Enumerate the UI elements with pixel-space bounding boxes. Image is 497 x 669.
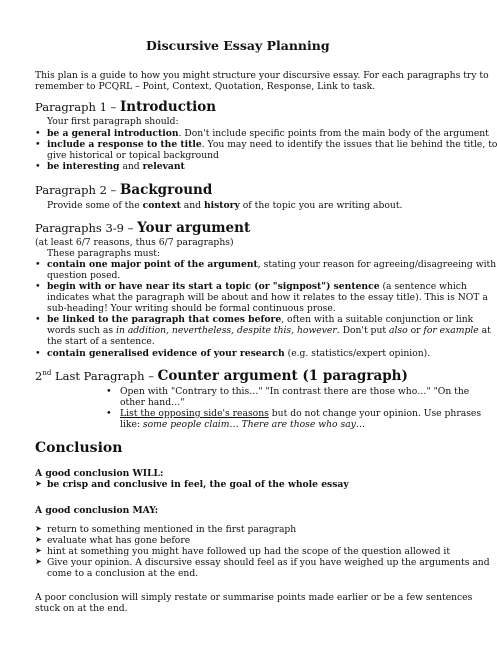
p3-item-2: begin with or have near its start a topic (or "signpost") sentence (a sentence which: [47, 281, 467, 292]
p3-item-3-cont-2: the start of a sentence.: [47, 336, 155, 347]
p4-item-2-cont: like: some people claim… There are those who say…: [120, 419, 366, 430]
p3-item-4: contain generalised evidence of your research (e.g. statistics/expert opinion).: [47, 348, 431, 359]
p3-item-3-cont-1: words such as in addition, nevertheless, despite this, however. Don't put also or for example at: [47, 325, 491, 336]
arrow-icon: ➤: [35, 557, 42, 566]
p1-label: Paragraph 1 –: [35, 100, 120, 114]
p3-sub: (at least 6/7 reasons, thus 6/7 paragraphs): [35, 237, 234, 248]
p3-heading-text: Your argument: [137, 220, 251, 236]
p1-lead: Your first paragraph should:: [47, 116, 179, 127]
p2-label: Paragraph 2 –: [35, 183, 120, 197]
conclusion-will-label: A good conclusion WILL:: [35, 468, 164, 479]
p3-item-1: contain one major point of the argument, stating your reason for agreeing/disagreeing with: [47, 259, 497, 270]
arrow-icon: ➤: [35, 479, 42, 488]
intro-line-1: This plan is a guide to how you might structure your discursive essay. For each paragraphs try to: [35, 70, 489, 81]
p3-item-2-cont-1: indicates what the paragraph will be about and how it relates to the essay title). This is NOT a: [47, 292, 488, 303]
p4-heading-text: Counter argument (1 paragraph): [157, 368, 408, 384]
bullet-icon: •: [35, 128, 41, 139]
p4-item-2: List the opposing side's reasons but do not change your opinion. Use phrases: [120, 408, 482, 419]
conclusion-may-item-4: Give your opinion. A discursive essay should feel as if you have weighed up the arguments and: [47, 557, 490, 568]
p3-lead: These paragraphs must:: [47, 248, 161, 259]
p3-item-1-cont: question posed.: [47, 270, 121, 281]
p1-item-3: be interesting and relevant: [47, 161, 185, 172]
p3-heading: [35, 220, 250, 236]
conclusion-heading: Conclusion: [35, 440, 123, 456]
p4-heading: 2nd Last Paragraph – Counter argument (1 paragraph): [35, 368, 408, 384]
p3-item-3: be linked to the paragraph that comes before, often with a suitable conjunction or link: [47, 314, 474, 325]
bullet-icon: •: [35, 139, 41, 150]
p4-item-1-cont: other hand…": [120, 397, 185, 408]
conclusion-may-item-4-cont: come to a conclusion at the end.: [47, 568, 199, 579]
bullet-icon: •: [35, 161, 41, 172]
bullet-icon: •: [35, 348, 41, 359]
bullet-icon: •: [106, 386, 112, 397]
p1-item-2: include a response to the title. You may need to identify the issues that lie behind the title, to: [47, 139, 497, 150]
arrow-icon: ➤: [35, 546, 42, 555]
bullet-icon: •: [35, 259, 41, 270]
p3-item-2-cont-2: sub-heading! Your writing should be formal continuous prose.: [47, 303, 336, 314]
p3-label: Paragraphs 3-9 –: [35, 221, 138, 235]
conclusion-poor-line-2: stuck on at the end.: [35, 603, 128, 614]
p2-heading-text: Background: [119, 182, 213, 198]
p2-text: Provide some of the context and history of the topic you are writing about.: [47, 200, 403, 211]
arrow-icon: ➤: [35, 535, 42, 544]
p1-heading: [35, 99, 216, 115]
p1-item-1: be a general introduction. Don't include specific points from the main body of the argument: [47, 128, 489, 139]
conclusion-may-label: A good conclusion MAY:: [35, 505, 159, 516]
conclusion-may-item-1: return to something mentioned in the first paragraph: [47, 524, 297, 535]
conclusion-may-item-2: evaluate what has gone before: [47, 535, 191, 546]
conclusion-will-item-1: be crisp and conclusive in feel, the goal of the whole essay: [47, 479, 349, 490]
conclusion-poor-line-1: A poor conclusion will simply restate or summarise points made earlier or be a few sentences: [35, 592, 473, 603]
bullet-icon: •: [35, 281, 41, 292]
conclusion-may-item-3: hint at something you might have followed up had the scope of the question allowed it: [47, 546, 451, 557]
bullet-icon: •: [106, 408, 112, 419]
p4-item-1: Open with "Contrary to this…" "In contrast there are those who…" "On the: [120, 386, 470, 397]
bullet-icon: •: [35, 314, 41, 325]
intro-line-2: remember to PCQRL – Point, Context, Quotation, Response, Link to task.: [35, 81, 376, 92]
p1-heading-text: Introduction: [119, 99, 217, 115]
page-title: Discursive Essay Planning: [146, 38, 330, 53]
p2-heading: [35, 182, 212, 198]
arrow-icon: ➤: [35, 524, 42, 533]
p1-item-2-cont: give historical or topical background: [47, 150, 219, 161]
